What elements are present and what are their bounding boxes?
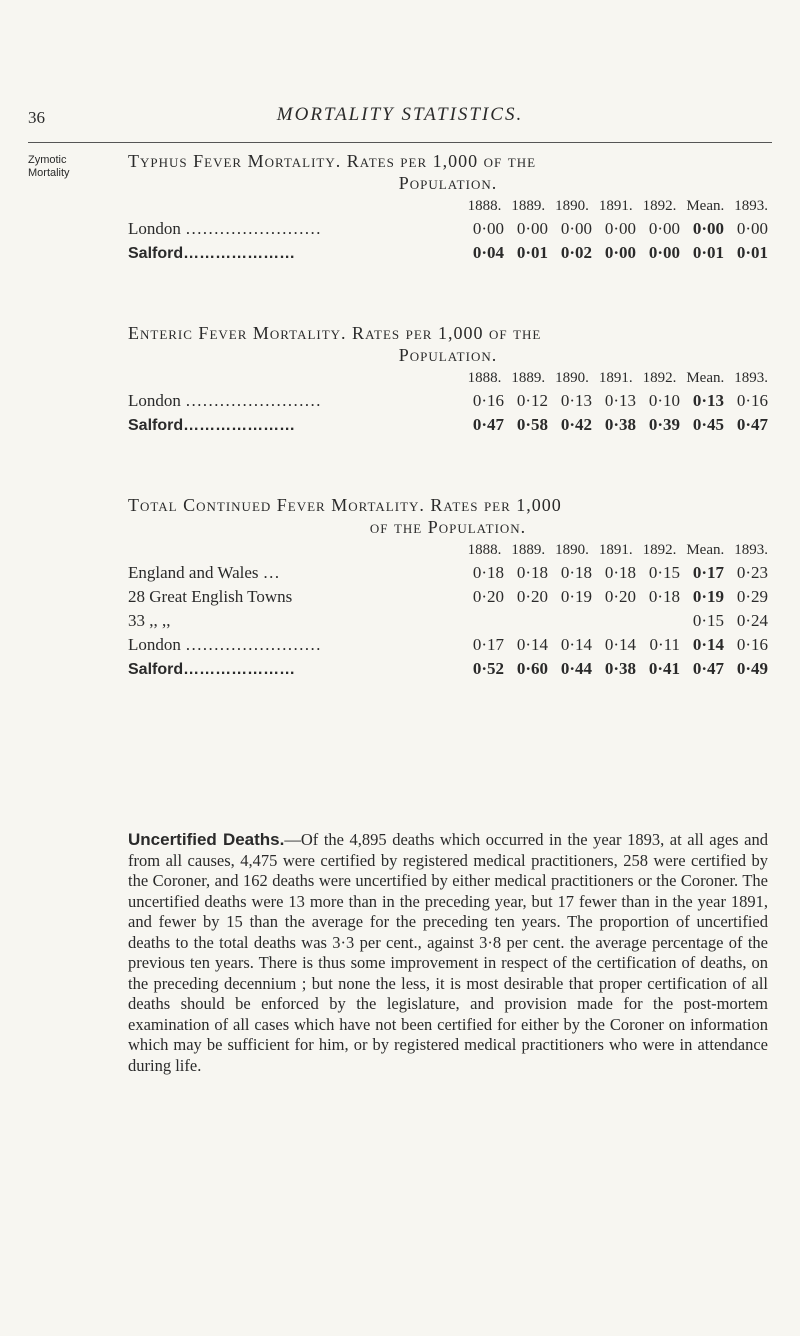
rate-cell: 0·16 xyxy=(472,391,504,410)
rate-cell: 0·58 xyxy=(516,415,548,434)
rate-cell: 0·00 xyxy=(604,219,636,238)
year-header: 1889. xyxy=(511,542,546,558)
rate-cell: 0·20 xyxy=(604,587,636,606)
rate-cell: 0·20 xyxy=(516,587,548,606)
table-row xyxy=(128,219,768,239)
year-header: 1891. xyxy=(598,542,633,558)
year-header: 1891. xyxy=(598,198,633,214)
total-heading: Total Continued Fever Mortality. Rates per 1,000 xyxy=(128,495,562,515)
rate-cell: 0·00 xyxy=(648,243,680,262)
running-head: MORTALITY STATISTICS. xyxy=(276,104,524,125)
year-header: 1889. xyxy=(511,370,546,386)
rate-cell: 0·42 xyxy=(560,415,592,434)
year-header: 1892. xyxy=(642,370,677,386)
rate-cell: 0·18 xyxy=(560,563,592,582)
table-row xyxy=(128,563,768,583)
rate-cell: 0·60 xyxy=(516,659,548,678)
year-header: 1893. xyxy=(734,370,768,386)
rate-cell: 0·20 xyxy=(472,587,504,606)
row-label: London …………………… xyxy=(128,391,322,410)
row-label: England and Wales … xyxy=(128,563,280,582)
rate-cell: 0·19 xyxy=(560,587,592,606)
year-header: 1893. xyxy=(734,198,768,214)
rate-cell: 0·18 xyxy=(516,563,548,582)
rate-cell: 0·24 xyxy=(736,611,768,630)
paragraph-lead: Uncertified Deaths. xyxy=(128,830,285,849)
rate-cell: 0·12 xyxy=(516,391,548,410)
page-number: 36 xyxy=(28,108,45,127)
enteric-subheading: Population. xyxy=(398,345,498,365)
mean-cell: 0·14 xyxy=(692,635,724,654)
rate-cell: 0·15 xyxy=(648,563,680,582)
enteric-heading: Enteric Fever Mortality. Rates per 1,000 of the xyxy=(128,323,542,343)
year-header: 1888. xyxy=(467,542,502,558)
mean-cell: 0·17 xyxy=(692,563,724,582)
row-label: Salford………………… xyxy=(128,661,296,678)
row-label: London …………………… xyxy=(128,635,322,654)
typhus-section xyxy=(128,150,768,263)
rate-cell: 0·10 xyxy=(648,391,680,410)
mean-cell: 0·19 xyxy=(692,587,724,606)
mean-cell: 0·45 xyxy=(692,415,724,434)
mean-cell: 0·13 xyxy=(692,391,724,410)
year-header: 1890. xyxy=(555,198,589,214)
row-label: 33 ,, ,, xyxy=(128,611,171,630)
rate-cell: 0·18 xyxy=(472,563,504,582)
rate-cell: 0·14 xyxy=(604,635,636,654)
rate-cell: 0·17 xyxy=(472,635,504,654)
rate-cell: 0·00 xyxy=(648,219,680,238)
row-label: Salford………………… xyxy=(128,245,296,262)
rate-cell: 0·16 xyxy=(736,391,768,410)
rate-cell: 0·01 xyxy=(516,243,548,262)
typhus-subheading: Population. xyxy=(398,173,498,193)
rate-cell: 0·04 xyxy=(472,243,504,262)
mean-cell: 0·01 xyxy=(692,243,724,262)
rate-cell: 0·18 xyxy=(604,563,636,582)
rate-cell: 0·38 xyxy=(604,415,636,434)
header-rule xyxy=(28,142,772,143)
enteric-section xyxy=(128,322,768,435)
row-label: 28 Great English Towns xyxy=(128,587,293,606)
rate-cell: 0·00 xyxy=(516,219,548,238)
table-row xyxy=(128,635,768,655)
rate-cell: 0·00 xyxy=(472,219,504,238)
mean-cell: 0·47 xyxy=(692,659,724,678)
year-header: 1893. xyxy=(734,542,768,558)
year-header: 1891. xyxy=(598,370,633,386)
rate-cell: 0·44 xyxy=(560,659,592,678)
rate-cell: 0·13 xyxy=(604,391,636,410)
enteric-years xyxy=(128,370,768,387)
margin-note: Zymotic Mortality xyxy=(28,154,70,179)
rate-cell: 0·14 xyxy=(516,635,548,654)
year-header: 1888. xyxy=(467,198,502,214)
table-row xyxy=(128,587,768,607)
rate-cell: 0·16 xyxy=(736,635,768,654)
mean-cell: 0·15 xyxy=(692,611,724,630)
rate-cell: 0·49 xyxy=(736,659,768,678)
rate-cell: 0·00 xyxy=(604,243,636,262)
rate-cell: 0·52 xyxy=(472,659,504,678)
year-header: 1890. xyxy=(555,370,589,386)
rate-cell: 0·29 xyxy=(736,587,768,606)
table-row xyxy=(128,243,768,263)
rate-cell: 0·01 xyxy=(736,243,768,262)
table-row xyxy=(128,659,768,679)
year-header: 1888. xyxy=(467,370,502,386)
rate-cell: 0·41 xyxy=(648,659,680,678)
rate-cell: 0·47 xyxy=(472,415,504,434)
typhus-years xyxy=(128,198,768,215)
table-row xyxy=(128,391,768,411)
uncertified-deaths-paragraph xyxy=(128,830,768,1076)
rate-cell: 0·47 xyxy=(736,415,768,434)
paragraph-body: —Of the 4,895 deaths which occurred in the year 1893, at all ages and from all causes, 4,475 were certified by registered medical practitioners, 258 were certified by the Coroner, and 162 deaths were uncertified by either medical practitioners or the Coroner. The uncertified deaths were 13 more than in the preceding year, but 17 fewer than in the year 1891, and fewer by 15 than the average for the preceding ten years. The proportion of uncertified deaths to the total deaths was 3·3 per cent., against 3·8 per cent. the average percentage of the previous ten years. There is thus some improvement in respect of the certification of deaths, on the preceding decennium ; but none the less, it is most desirable that proper certification of all deaths should be enforced by the legislature, and provision made for the post-mortem examination of all cases which have not been certified for either by the Coroner on information which may be sufficient for him, or by registered medical practitioners who were in attendance during life. xyxy=(128,830,768,1075)
year-header: 1890. xyxy=(555,542,589,558)
year-header: Mean. xyxy=(686,542,725,558)
total-section xyxy=(128,494,768,679)
rate-cell: 0·39 xyxy=(648,415,680,434)
rate-cell: 0·14 xyxy=(560,635,592,654)
total-subheading: of the Population. xyxy=(369,517,527,537)
row-label: London …………………… xyxy=(128,219,322,238)
year-header: 1892. xyxy=(642,542,677,558)
rate-cell: 0·23 xyxy=(736,563,768,582)
rate-cell: 0·00 xyxy=(736,219,768,238)
rate-cell: 0·18 xyxy=(648,587,680,606)
table-row xyxy=(128,415,768,435)
rate-cell: 0·11 xyxy=(649,635,680,654)
year-header: 1889. xyxy=(511,198,546,214)
table-row xyxy=(128,611,768,631)
total-years xyxy=(128,542,768,559)
row-label: Salford………………… xyxy=(128,417,296,434)
rate-cell: 0·13 xyxy=(560,391,592,410)
rate-cell: 0·00 xyxy=(560,219,592,238)
year-header: 1892. xyxy=(642,198,677,214)
year-header: Mean. xyxy=(686,370,725,386)
year-header: Mean. xyxy=(686,198,725,214)
rate-cell: 0·38 xyxy=(604,659,636,678)
rate-cell: 0·02 xyxy=(560,243,592,262)
mean-cell: 0·00 xyxy=(692,219,724,238)
typhus-heading: Typhus Fever Mortality. Rates per 1,000 of the xyxy=(128,151,537,171)
